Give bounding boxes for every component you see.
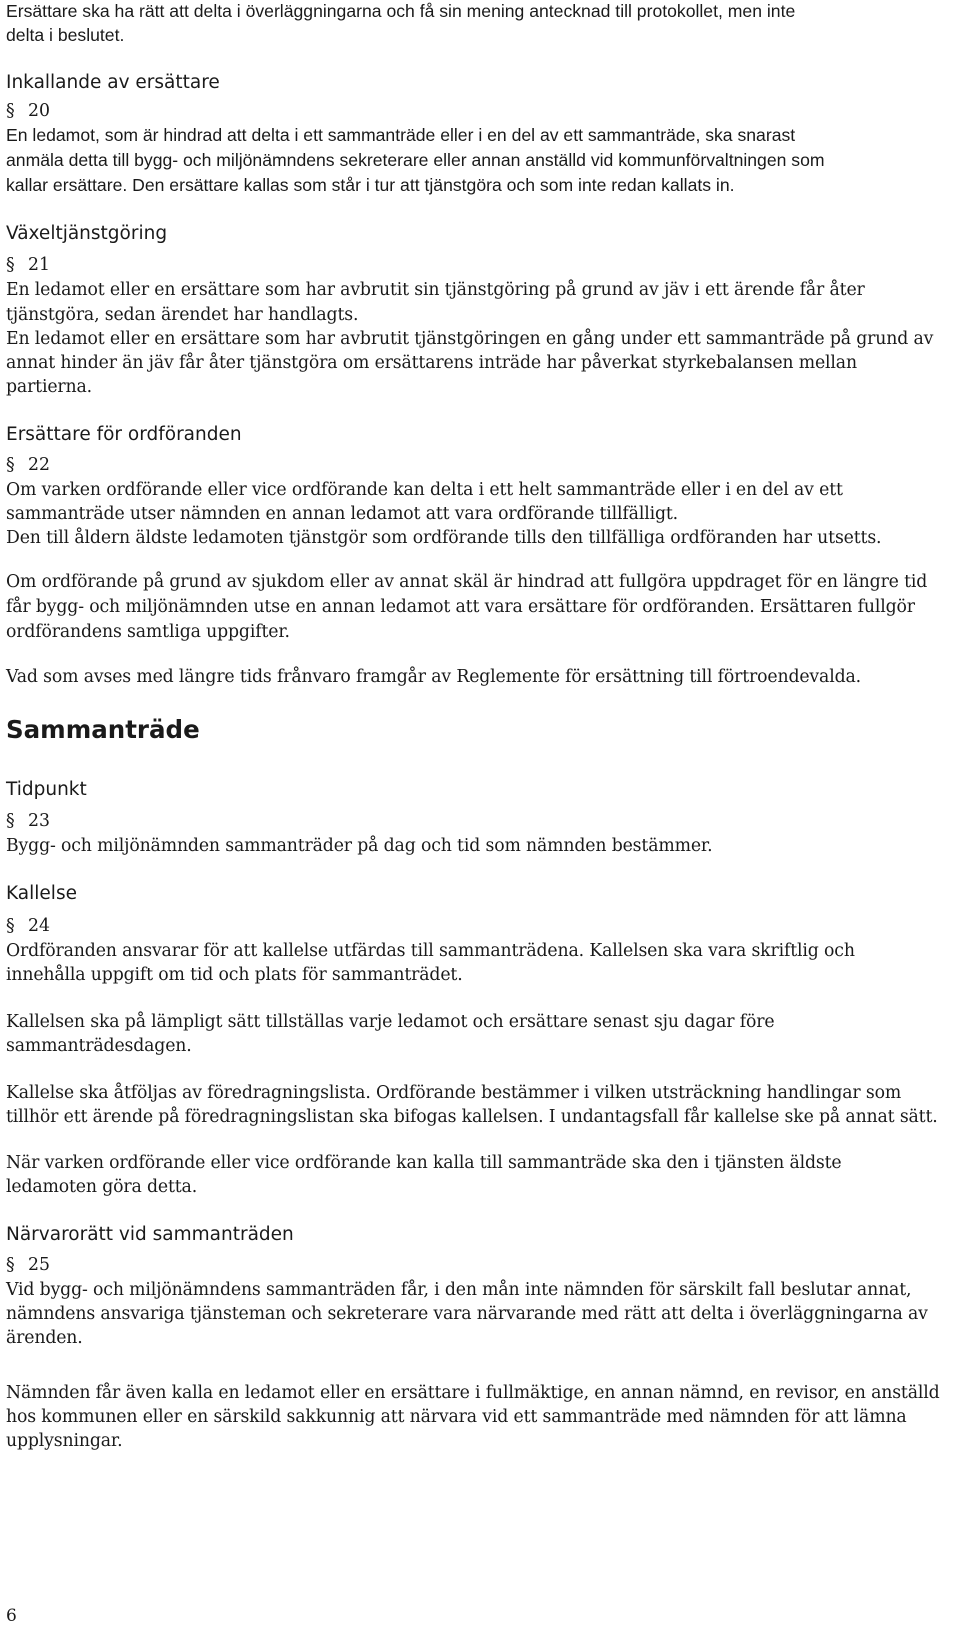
heading-ersattare-for-ordforanden: Ersättare för ordföranden	[6, 424, 242, 445]
heading-tidpunkt: Tidpunkt	[6, 779, 87, 800]
text-line: Kallelse ska åtföljas av föredragningslista. Ordförande bestämmer i vilken utsträckning handlingar som	[6, 1083, 902, 1103]
text-line: kallar ersättare. Den ersättare kallas som står i tur att tjänstgöra och som inte redan kallats in.	[6, 175, 735, 195]
text-line: Vad som avses med längre tids frånvaro framgår av Reglemente för ersättning till förtroendevalda.	[6, 667, 861, 687]
text-line: Bygg- och miljönämnden sammanträder på dag och tid som nämnden bestämmer.	[6, 836, 713, 856]
text-line: sammanträdesdagen.	[6, 1036, 192, 1056]
text-line: Om ordförande på grund av sjukdom eller av annat skäl är hindrad att fullgöra uppdraget för en längre tid	[6, 572, 928, 592]
text-line: upplysningar.	[6, 1431, 123, 1451]
text-line: tillhör ett ärende på föredragningslistan ska bifogas kallelsen. I undantagsfall får kallelse ske på annat sätt.	[6, 1107, 938, 1127]
text-line: anmäla detta till bygg- och miljönämndens sekreterare eller annan anställd vid kommunförvaltningen som	[6, 150, 825, 170]
heading-kallelse: Kallelse	[6, 883, 77, 904]
text-line: En ledamot, som är hindrad att delta i ett sammanträde eller i en del av ett sammanträde, ska snarast	[6, 125, 796, 145]
text-line: Nämnden får även kalla en ledamot eller en ersättare i fullmäktige, en annan nämnd, en revisor, en anställd	[6, 1383, 940, 1403]
text-line: När varken ordförande eller vice ordförande kan kalla till sammanträde ska den i tjänsten äldste	[6, 1153, 842, 1173]
paragraph-number-24: § 24	[6, 913, 50, 939]
text-line: Vid bygg- och miljönämndens sammanträden får, i den mån inte nämnden för särskilt fall beslutar annat,	[6, 1280, 912, 1300]
heading-vaxeltjanstgoring: Växeltjänstgöring	[6, 223, 168, 244]
paragraph-number-21: § 21	[6, 252, 50, 278]
text-line: Om varken ordförande eller vice ordförande kan delta i ett helt sammanträde eller i en del av ett	[6, 480, 843, 500]
section-symbol: §	[6, 1255, 15, 1275]
text-line: sammanträde utser nämnden en annan ledamot att vara ordförande tillfälligt.	[6, 504, 679, 524]
section-symbol: §	[6, 916, 15, 936]
text-line: innehålla uppgift om tid och plats för sammanträdet.	[6, 965, 463, 985]
heading-inkallande: Inkallande av ersättare	[6, 72, 220, 93]
text-line: tjänstgöra, sedan ärendet har handlagts.	[6, 305, 359, 325]
section-symbol: §	[6, 811, 15, 831]
text-line: partierna.	[6, 377, 93, 397]
paragraph-number-25: § 25	[6, 1252, 50, 1278]
section-title-sammantrade: Sammanträde	[6, 715, 200, 744]
paragraph-number-20: § 20	[6, 98, 50, 124]
intro-line-2: delta i beslutet.	[6, 25, 125, 45]
text-line: hos kommunen eller en särskild sakkunnig att närvara vid ett sammanträde med nämnden för att lämna	[6, 1407, 907, 1427]
text-line: Den till åldern äldste ledamoten tjänstgör som ordförande tills den tillfälliga ordföranden har utsetts.	[6, 528, 882, 548]
text-line: får bygg- och miljönämnden utse en annan ledamot att vara ersättare för ordföranden. Ersättaren fullgör	[6, 597, 915, 617]
section-symbol: §	[6, 101, 15, 121]
paragraph-number-22: § 22	[6, 452, 50, 478]
text-line: ordförandens samtliga uppgifter.	[6, 622, 290, 642]
paragraph-number-23: § 23	[6, 808, 50, 834]
section-symbol: §	[6, 455, 15, 475]
text-line: ledamoten göra detta.	[6, 1177, 198, 1197]
section-symbol: §	[6, 255, 15, 275]
intro-line-1: Ersättare ska ha rätt att delta i överläggningarna och få sin mening antecknad till protokollet, men inte	[6, 1, 796, 21]
text-line: En ledamot eller en ersättare som har avbrutit sin tjänstgöring på grund av jäv i ett ärende får åter	[6, 280, 865, 300]
text-line: En ledamot eller en ersättare som har avbrutit tjänstgöringen en gång under ett sammanträde på grund av	[6, 329, 934, 349]
text-line: Kallelsen ska på lämpligt sätt tillställas varje ledamot och ersättare senast sju dagar före	[6, 1012, 775, 1032]
text-line: annat hinder än jäv får åter tjänstgöra om ersättarens inträde har påverkat styrkebalansen mellan	[6, 353, 857, 373]
page-number: 6	[6, 1606, 17, 1626]
text-line: Ordföranden ansvarar för att kallelse utfärdas till sammanträdena. Kallelsen ska vara skriftlig och	[6, 941, 855, 961]
text-line: nämndens ansvariga tjänsteman och sekreterare vara närvarande med rätt att delta i överläggningarna av	[6, 1304, 928, 1324]
heading-narvarorett: Närvarorätt vid sammanträden	[6, 1224, 294, 1245]
text-line: ärenden.	[6, 1328, 83, 1348]
